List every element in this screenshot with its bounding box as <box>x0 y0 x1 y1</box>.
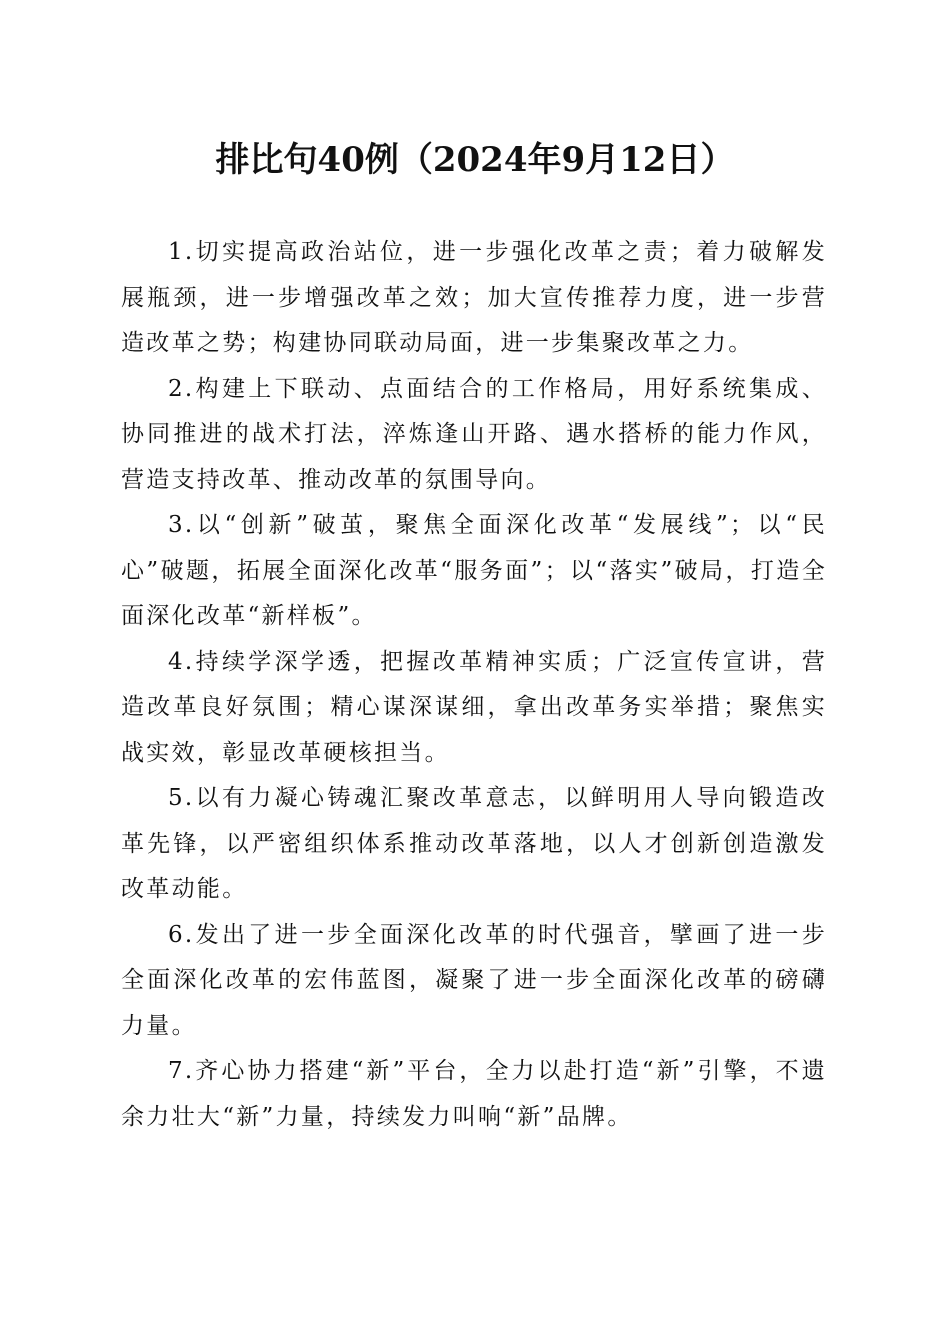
paragraph-1: 1.切实提高政治站位，进一步强化改革之责；着力破解发展瓶颈，进一步增强改革之效；加大宣传推荐力度，进一步营造改革之势；构建协同联动局面，进一步集聚改革之力。 <box>121 239 827 356</box>
paragraph-4: 4.持续学深学透，把握改革精神实质；广泛宣传宣讲，营造改革良好氛围；精心谋深谋细，拿出改革务实举措；聚焦实战实效，彰显改革硬核担当。 <box>121 648 827 766</box>
paragraph-3: 3.以“创新”破茧，聚焦全面深化改革“发展线”；以“民心”破题，拓展全面深化改革“服务面”；以“落实”破局，打造全面深化改革“新样板”。 <box>121 512 827 629</box>
paragraph-7: 7.齐心协力搭建“新”平台，全力以赴打造“新”引擎，不遗余力壮大“新”力量，持续发力叫响“新”品牌。 <box>121 1058 827 1130</box>
paragraph-2: 2.构建上下联动、点面结合的工作格局，用好系统集成、协同推进的战术打法，淬炼逢山开路、遇水搭桥的能力作风，营造支持改革、推动改革的氛围导向。 <box>121 375 827 493</box>
document-title: 排比句40例（2024年9月12日） <box>215 140 735 180</box>
document-body <box>121 230 827 1140</box>
paragraph-6: 6.发出了进一步全面深化改革的时代强音，擘画了进一步全面深化改革的宏伟蓝图，凝聚了进一步全面深化改革的磅礴力量。 <box>121 921 827 1039</box>
paragraph-5: 5.以有力凝心铸魂汇聚改革意志，以鲜明用人导向锻造改革先锋，以严密组织体系推动改革落地，以人才创新创造激发改革动能。 <box>121 785 827 902</box>
